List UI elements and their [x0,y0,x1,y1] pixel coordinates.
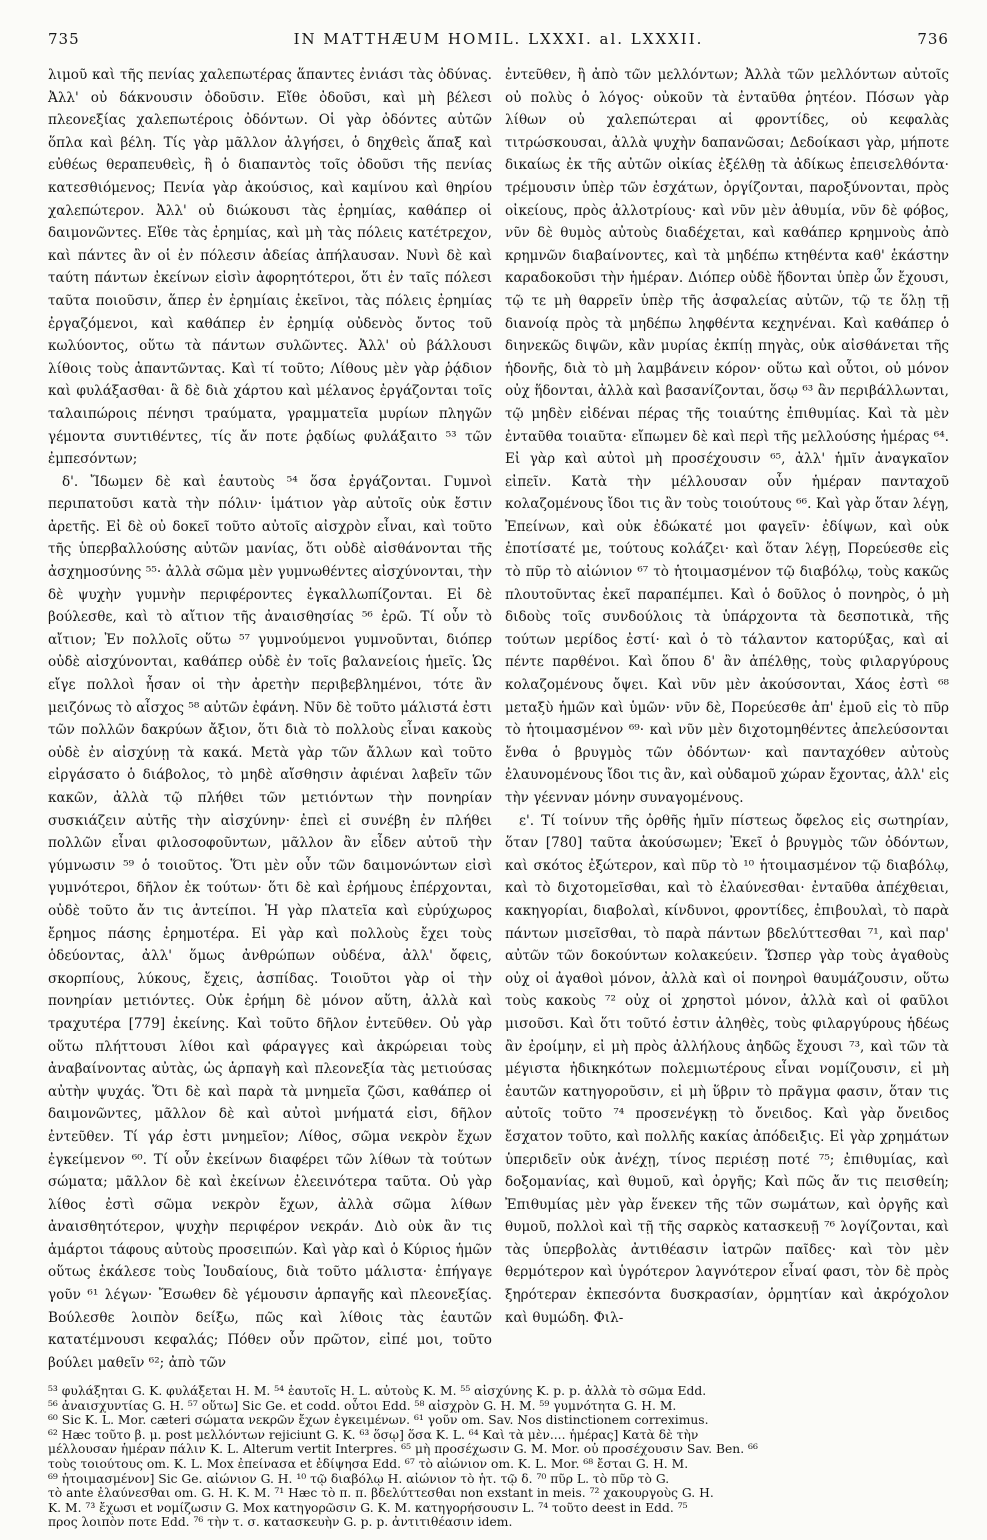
footnotes [48,1384,949,1530]
right-column [505,64,949,1374]
text-body [48,64,949,1374]
footnote-line: ⁵⁶ ἀναισχυντίας G. H. ⁵⁷ οὕτω] Sic Ge. et codd. οὗτοι Edd. ⁵⁸ αἰσχρὸν G. H. M. ⁵⁹ γυμνότητα G. H. M. [48,1398,677,1413]
paragraph: λιμοῦ καὶ τῆς πενίας χαλεπωτέρας ἅπαντες ἐνιάσι τὰς ὀδύνας. Ἀλλ' οὐ δάκνουσιν ὀδοῦσιν. Εἴθε ὀδοῦσι, καὶ μὴ βέλεσι πλεονεξίας χαλεπωτέροις ὀδόντων. Οἱ γὰρ ὀδόντες αὐτῶν ὅπλα καὶ βέλη. Τίς γὰρ μᾶλλον ἀλγήσει, ὁ δηχθεὶς ἅπαξ καὶ εὐθέως θεραπευθεὶς, ἢ ὁ διαπαντὸς τοῖς ὀδοῦσι τῆς πενίας κατεσθιόμενος; Πενία γὰρ ἀκούσιος, καὶ καμίνου καὶ θηρίου χαλεπώτερον. Ἀλλ' οὐ διώκουσι τὰς ἐρημίας, καθάπερ οἱ δαιμονῶντες. Εἴθε τὰς ἐρημίας, καὶ μὴ τὰς πόλεις κατέτρεχον, καὶ πάντες ἂν οἱ ἐν πόλεσιν ἀδείας ἀπήλαυσαν. Νυνὶ δὲ καὶ ταύτη πάντων ἐκείνων εἰσὶν ἀφορητότεροι, ὅτι ἐν ταῖς πόλεσι ταῦτα ποιοῦσιν, ἅπερ ἐν ἐρημίαις ἐκεῖνοι, τὰς πόλεις ἐρημίας ἐργαζόμενοι, καὶ καθάπερ ἐν ἐρημίᾳ οὐδενὸς ὄντος τοῦ κωλύοντος, οὕτω τὰ πάντων συλῶντες. Ἀλλ' οὐ βάλλουσι λίθοις τοὺς ἀπαντῶντας. Καὶ τί τοῦτο; Λίθους μὲν γὰρ ῥᾴδιον καὶ φυλάξασθαι· ἃ δὲ διὰ χάρτου καὶ μέλανος ἐργάζονται τοῖς ταλαιπώροις πένησι τραύματα, γραμματεῖα μυρίων πληγῶν γέμοντα συντιθέντες, τίς ἄν ποτε ῥᾳδίως φυλάξαιτο ⁵³ τῶν ἐμπεσόντων; [48,67,492,468]
page-number-right: 736 [917,30,949,48]
footnote-line: προς λοιπὸν ποτε Edd. ⁷⁶ τὴν τ. σ. κατασκευὴν G. p. p. ἀντιτιθέασιν idem. [48,1515,513,1530]
left-column [48,64,492,1374]
footnote-line: K. M. ⁷³ ἔχωσι et νομίζωσιν G. Mox κατηγορῶσιν G. K. M. κατηγορήσουσιν L. ⁷⁴ τοῦτο deest in Edd. ⁷⁵ [48,1500,688,1515]
footnote-line: τοὺς τοιούτους om. K. L. Mox ἐπείνασα et ἐδίψησα Edd. ⁶⁷ τὸ αἰώνιον om. K. L. Mor. ⁶⁸ ἔσται G. H. M. [48,1456,689,1471]
page-number-left: 735 [48,30,80,48]
footnote-line: ⁶² Hæc τοῦτο β. μ. post μελλόντων rejiciunt G. K. ⁶³ ὅσῳ] ὅσα K. L. ⁶⁴ Καὶ τὰ μὲν.... ἡμέρας] Κατὰ δὲ τὴν [48,1427,699,1442]
paragraph: δ'. Ἴδωμεν δὲ καὶ ἑαυτοὺς ⁵⁴ ὅσα ἐργάζονται. Γυμνοὶ περιπατοῦσι κατὰ τὴν πόλιν· ἱμάτιον γὰρ αὐτοῖς οὐκ ἔστιν ἀρετῆς. Εἰ δὲ οὐ δοκεῖ τοῦτο αὐτοῖς αἰσχρὸν εἶναι, καὶ τοῦτο τῆς ὑπερβαλλούσης αὐτῶν μανίας, ὅτι οὐδὲ αἰσθάνονται τῆς ἀσχημοσύνης ⁵⁵· ἀλλὰ σῶμα μὲν γυμνωθέντες αἰσχύνονται, τὴν δὲ ψυχὴν γυμνὴν περιφέροντες ἐγκαλλωπίζονται. Εἰ δὲ βούλεσθε, καὶ τὸ αἴτιον τῆς ἀναισθησίας ⁵⁶ ἐρῶ. Τί οὖν τὸ αἴτιον; Ἐν πολλοῖς οὕτω ⁵⁷ γυμνούμενοι γυμνοῦνται, διόπερ οὐδὲ αἰσχύνονται, καθάπερ οὐδὲ ἐν τοῖς βαλανείοις ἡμεῖς. Ὡς εἴγε πολλοὶ ἦσαν οἱ τὴν ἀρετὴν περιβεβλημένοι, τότε ἂν μειζόνως τὸ αἶσχος ⁵⁸ αὐτῶν ἐφάνη. Νῦν δὲ τοῦτο μάλιστά ἐστι τῶν πολλῶν δακρύων ἄξιον, ὅτι διὰ τὸ πολλοὺς εἶναι κακοὺς οὐδὲ ἐν αἰσχύνῃ τὰ κακά. Μετὰ γὰρ τῶν ἄλλων καὶ τοῦτο εἰργάσατο ὁ διάβολος, τὸ μηδὲ αἴσθησιν ἀφιέναι λαβεῖν τῶν κακῶν, ἀλλὰ τῷ πλήθει τῶν μετιόντων τὴν πονηρίαν συσκιάζειν αὐτῆς τὴν αἰσχύνην· ἐπεὶ εἰ συνέβη ἐν πλήθει πολλῶν εἶναι φιλοσοφοῦντων, μᾶλλον ἂν εἶδεν αὐτοῦ τὴν γύμνωσιν ⁵⁹ ὁ τοιοῦτος. Ὅτι μὲν οὖν τῶν δαιμονώντων εἰσὶ γυμνότεροι, δῆλον ἐκ τούτων· ὅτι δὲ καὶ ἐρήμους ἐπέρχονται, οὐδὲ τοῦτο ἄν τις ἀντείποι. Ἡ γὰρ πλατεῖα καὶ εὐρύχωρος ἔρημος πάσης ἐρημοτέρα. Εἰ γὰρ καὶ πολλοὺς ἔχει τοὺς ὁδεύοντας, ἀλλ' ὅμως ἀνθρώπων οὐδένα, ἀλλ' ὄφεις, σκορπίους, λύκους, ἔχεις, ἀσπίδας. Τοιοῦτοι γὰρ οἱ τὴν πονηρίαν μετιόντες. Οὐκ ἐρήμη δὲ μόνον αὕτη, ἀλλὰ καὶ τραχυτέρα [779] ἐκείνης. Καὶ τοῦτο δῆλον ἐντεῦθεν. Οὐ γὰρ οὕτω πλήττουσι λίθοι καὶ φάραγγες καὶ ἀκρώρειαι τοὺς ἀναβαίνοντας αὐτὰς, ὡς ἁρπαγὴ καὶ πλεονεξία τὰς μετιούσας αὐτὴν ψυχάς. Ὅτι δὲ καὶ παρὰ τὰ μνημεῖα ζῶσι, καθάπερ οἱ δαιμονῶντες, μᾶλλον δὲ καὶ αὐτοὶ μνήματά εἰσι, δῆλον ἐντεῦθεν. Τί γάρ ἐστι μνημεῖον; Λίθος, σῶμα νεκρὸν ἔχων ἐγκείμενον ⁶⁰. Τί οὖν ἐκείνων διαφέρει τῶν λίθων τὰ τούτων σώματα; μᾶλλον δὲ καὶ ἐκείνων ἐλεεινότερα ταῦτα. Οὐ γὰρ λίθος ἐστὶ σῶμα νεκρὸν ἔχων, ἀλλὰ σῶμα λίθων ἀναισθητότερον, ψυχὴν περιφέρον νεκράν. Διὸ οὐκ ἂν τις ἁμάρτοι τάφους αὐτοὺς προσειπών. Καὶ γὰρ καὶ ὁ Κύριος ἡμῶν οὕτως ἐκάλεσε τοὺς Ἰουδαίους, διὰ τοῦτο μάλιστα· ἐπήγαγε γοῦν ⁶¹ λέγων· Ἔσωθεν δὲ γέμουσιν ἁρπαγῆς καὶ πλεονεξίας. Βούλεσθε λοιπὸν δείξω, πῶς καὶ λίθοις τὰς ἑαυτῶν κατατέμνουσι κεφαλάς; Πόθεν οὖν πρῶτον, εἰπέ μοι, τοῦτο βούλει μαθεῖν ⁶²; ἀπὸ τῶν [48,473,492,1371]
running-title: IN MATTHÆUM HOMIL. LXXXI. al. LXXXII. [293,30,704,48]
footnote-line: μέλλουσαν ἡμέραν πάλιν K. L. Alterum vertit Interpres. ⁶⁵ μὴ προσέχωσιν G. M. Mor. οὐ προσέχουσιν Sav. Ben. ⁶⁶ [48,1442,758,1457]
paragraph: ἐντεῦθεν, ἢ ἀπὸ τῶν μελλόντων; Ἀλλὰ τῶν μελλόντων αὐτοῖς οὐ πολὺς ὁ λόγος· οὐκοῦν τὰ ἐνταῦθα ῥητέον. Πόσων γὰρ λίθων οὐ χαλεπώτεραι αἱ φροντίδες, οὐ κεφαλὰς τιτρώσκουσαι, ἀλλὰ ψυχὴν δαπανῶσαι; Δεδοίκασι γὰρ, μήποτε δικαίως ἐκ τῆς αὐτῶν οἰκίας ἐξέλθῃ τὰ ἀδίκως ἐπεισελθόντα· τρέμουσιν ὑπὲρ τῶν ἐσχάτων, ὀργίζονται, παροξύνονται, πρὸς οἰκείους, πρὸς ἀλλοτρίους· καὶ νῦν μὲν ἀθυμία, νῦν δὲ φόβος, νῦν δὲ θυμὸς αὐτοὺς διαδέχεται, καὶ καθάπερ κρημνοὺς ἀπὸ κρημνῶν διαβαίνοντες, καὶ τὰ μηδέπω κτηθέντα καθ' ἑκάστην καραδοκοῦσι τὴν ἡμέραν. Διόπερ οὐδὲ ἥδονται ὑπὲρ ὧν ἔχουσι, τῷ τε μὴ θαρρεῖν ὑπὲρ τῆς ἀσφαλείας αὐτῶν, τῷ τε ὅλῃ τῇ διανοίᾳ πρὸς τὰ μηδέπω ληφθέντα κεχηνέναι. Καὶ καθάπερ ὁ διηνεκῶς διψῶν, κἂν μυρίας ἐκπίῃ πηγὰς, οὐκ αἰσθάνεται τῆς ἡδονῆς, διὰ τὸ μὴ λαμβάνειν κόρον· οὕτω καὶ οὗτοι, οὐ μόνον οὐχ ἥδονται, ἀλλὰ καὶ βασανίζονται, ὅσῳ ⁶³ ἂν περιβάλλωνται, τῷ μηδὲν εἰδέναι πέρας τῆς τοιαύτης ἐπιθυμίας. Καὶ τὰ μὲν ἐνταῦθα τοιαῦτα· εἴπωμεν δὲ καὶ περὶ τῆς μελλούσης ἡμέρας ⁶⁴. Εἰ γὰρ καὶ αὐτοὶ μὴ προσέχουσιν ⁶⁵, ἀλλ' ἡμῖν ἀναγκαῖον εἰπεῖν. Κατὰ τὴν μέλλουσαν οὖν ἡμέραν πανταχοῦ κολαζομένους ἴδοι τις ἂν τοὺς τοιούτους ⁶⁶. Καὶ γὰρ ὅταν λέγῃ, Ἐπείνων, καὶ οὐκ ἐδώκατέ μοι φαγεῖν· ἐδίψων, καὶ οὐκ ἐποτίσατέ με, τούτους κολάζει· καὶ ὅταν λέγῃ, Πορεύεσθε εἰς τὸ πῦρ τὸ αἰώνιον ⁶⁷ τὸ ἡτοιμασμένον τῷ διαβόλῳ, τοὺς κακῶς πλουτοῦντας ἐκεῖ παραπέμπει. Καὶ ὁ δοῦλος ὁ πονηρὸς, ὁ μὴ διδοὺς τοῖς συνδούλοις τὰ ὑπάρχοντα τὰ δεσποτικὰ, τῆς τούτων μερίδος ἐστί· καὶ ὁ τὸ τάλαντον κατορύξας, καὶ αἱ πέντε παρθένοι. Καὶ ὅπου δ' ἂν ἀπέλθῃς, τοὺς φιλαργύρους κολαζομένους ὄψει. Καὶ νῦν μὲν ἀκούσονται, Χάος ἐστὶ ⁶⁸ μεταξὺ ἡμῶν καὶ ὑμῶν· νῦν δὲ, Πορεύεσθε ἀπ' ἐμοῦ εἰς τὸ πῦρ τὸ ἡτοιμασμένον ⁶⁹· καὶ νῦν μὲν διχοτομηθέντες ἀπελεύσονται ἔνθα ὁ βρυγμὸς τῶν ὀδόντων· καὶ πανταχόθεν αὐτοὺς ἐλαυνομένους ἴδοι τις ἂν, καὶ οὐδαμοῦ χώραν ἔχοντας, ἀλλ' εἰς τὴν γέενναν μόνην συναγομένους. [505,67,949,806]
paragraph: ε'. Τί τοίνυν τῆς ὀρθῆς ἡμῖν πίστεως ὄφελος εἰς σωτηρίαν, ὅταν [780] ταῦτα ἀκούσωμεν; Ἐκεῖ ὁ βρυγμὸς τῶν ὀδόντων, καὶ σκότος ἐξώτερον, καὶ πῦρ τὸ ¹⁰ ἡτοιμασμένον τῷ διαβόλῳ, καὶ τὸ διχοτομεῖσθαι, καὶ τὸ ἐλαύνεσθαι· ἐνταῦθα ἀπέχθειαι, κακηγορίαι, διαβολαὶ, κίνδυνοι, φροντίδες, ἐπιβουλαὶ, τὸ παρὰ πάντων μισεῖσθαι, τὸ παρὰ πάντων βδελύττεσθαι ⁷¹, καὶ παρ' αὐτῶν τῶν δοκούντων κολακεύειν. Ὥσπερ γὰρ τοὺς ἀγαθοὺς οὐχ οἱ ἀγαθοὶ μόνον, ἀλλὰ καὶ οἱ πονηροὶ θαυμάζουσιν, οὕτω τοὺς κακοὺς ⁷² οὐχ οἱ χρηστοὶ μόνον, ἀλλὰ καὶ οἱ φαῦλοι μισοῦσι. Καὶ ὅτι τοῦτό ἐστιν ἀληθὲς, τοὺς φιλαργύρους ἡδέως ἂν ἐροίμην, εἰ μὴ πρὸς ἀλλήλους ἀηδῶς ἔχουσι ⁷³, καὶ τῶν τὰ μέγιστα ἠδικηκότων πολεμιωτέρους εἶναι νομίζουσιν, εἰ μὴ ἑαυτῶν κατηγοροῦσιν, εἰ μὴ ὕβριν τὸ πρᾶγμα φασιν, ὅταν τις αὐτοῖς τοῦτο ⁷⁴ προσενέγκῃ τὸ ὄνειδος. Καὶ γὰρ ὄνειδος ἔσχατον τοῦτο, καὶ πολλῆς κακίας ἀπόδειξις. Εἰ γὰρ χρημάτων ὑπεριδεῖν οὐκ ἀνέχῃ, τίνος περιέσῃ ποτέ ⁷⁵; ἐπιθυμίας, καὶ δοξομανίας, καὶ θυμοῦ, καὶ ὀργῆς; Καὶ πῶς ἄν τις πεισθείη; Ἐπιθυμίας μὲν γὰρ ἕνεκεν τῆς τῶν σωμάτων, καὶ ὀργῆς καὶ θυμοῦ, πολλοὶ καὶ τῇ τῆς σαρκὸς κατασκευῇ ⁷⁶ λογίζονται, καὶ τὰς ὑπερβολὰς ἀντιθέασιν ἰατρῶν παῖδες· καὶ τὸν μὲν θερμότερον καὶ ὑγρότερον λαγνότερον εἶναί φασι, τὸν δὲ πρὸς ξηρότεραν ἐκπεσόντα δυσκρασίαν, ὁρμητίαν καὶ ἀκρόχολον καὶ θυμώδη. Φιλ- [505,812,949,1326]
footnote-line: ⁶⁹ ἡτοιμασμένον] Sic Ge. αἰώνιον G. H. ¹⁰ τῷ διαβόλῳ H. αἰώνιον τὸ ἡτ. τῷ δ. ⁷⁰ πῦρ L. τὸ πῦρ τὸ G. [48,1471,670,1486]
footnote-line: ⁵³ φυλάξηται G. K. φυλάξεται H. M. ⁵⁴ ἑαυτοῖς H. L. αὐτοὺς K. M. ⁵⁵ αἰσχύνης K. p. p. ἀλλὰ τὸ σῶμα Edd. [48,1384,707,1398]
footnote-line: ⁶⁰ Sic K. L. Mor. cæteri σώματα νεκρῶν ἔχων ἐγκειμένων. ⁶¹ γοῦν om. Sav. Nos distinctionem correximus. [48,1413,709,1428]
running-header [48,30,949,60]
footnote-line: τὸ ante ἐλαύνεσθαι om. G. H. K. M. ⁷¹ Hæc τὸ π. π. βδελύττεσθαι non exstant in meis. ⁷² χακουργοὺς G. H. [48,1486,714,1501]
